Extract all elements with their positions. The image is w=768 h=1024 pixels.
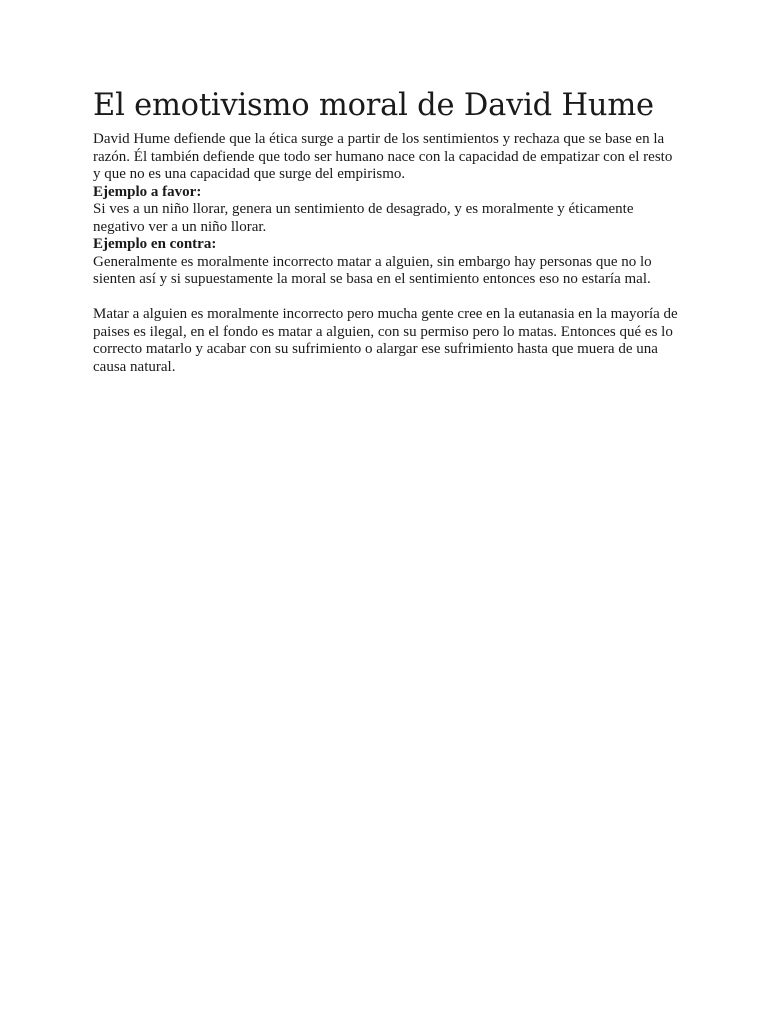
example-against-heading: Ejemplo en contra: [93, 236, 217, 252]
example-for-paragraph: Si ves a un niño llorar, genera un sentimiento de desagrado, y es moralmente y éticamente negativo ver a un niño llorar. [93, 201, 634, 235]
intro-paragraph: David Hume defiende que la ética surge a partir de los sentimientos y rechaza que se base en la razón. Él también defiende que todo ser humano nace con la capacidad de empatizar con el resto y que no es una capacidad que surge del empirismo. [93, 131, 673, 182]
example-for-heading: Ejemplo a favor: [93, 183, 202, 200]
example-against-paragraph: Generalmente es moralmente incorrecto matar a alguien, sin embargo hay personas que no lo sienten así y si supuestamente la moral se basa en el sentimiento entonces eso no estaría mal. [93, 253, 652, 287]
document-title: El emotivismo moral de David Hume [93, 88, 654, 123]
conclusion-paragraph: Matar a alguien es moralmente incorrecto pero mucha gente cree en la eutanasia en la mayoría de paises es ilegal, en el fondo es matar a alguien, con su permiso pero lo matas. Entonces qué es lo correcto matarlo y acabar con su sufrimiento o alargar ese sufrimiento hasta que muera de una causa natural. [93, 306, 678, 375]
paragraph-spacer [93, 289, 683, 307]
document-page [93, 86, 683, 376]
